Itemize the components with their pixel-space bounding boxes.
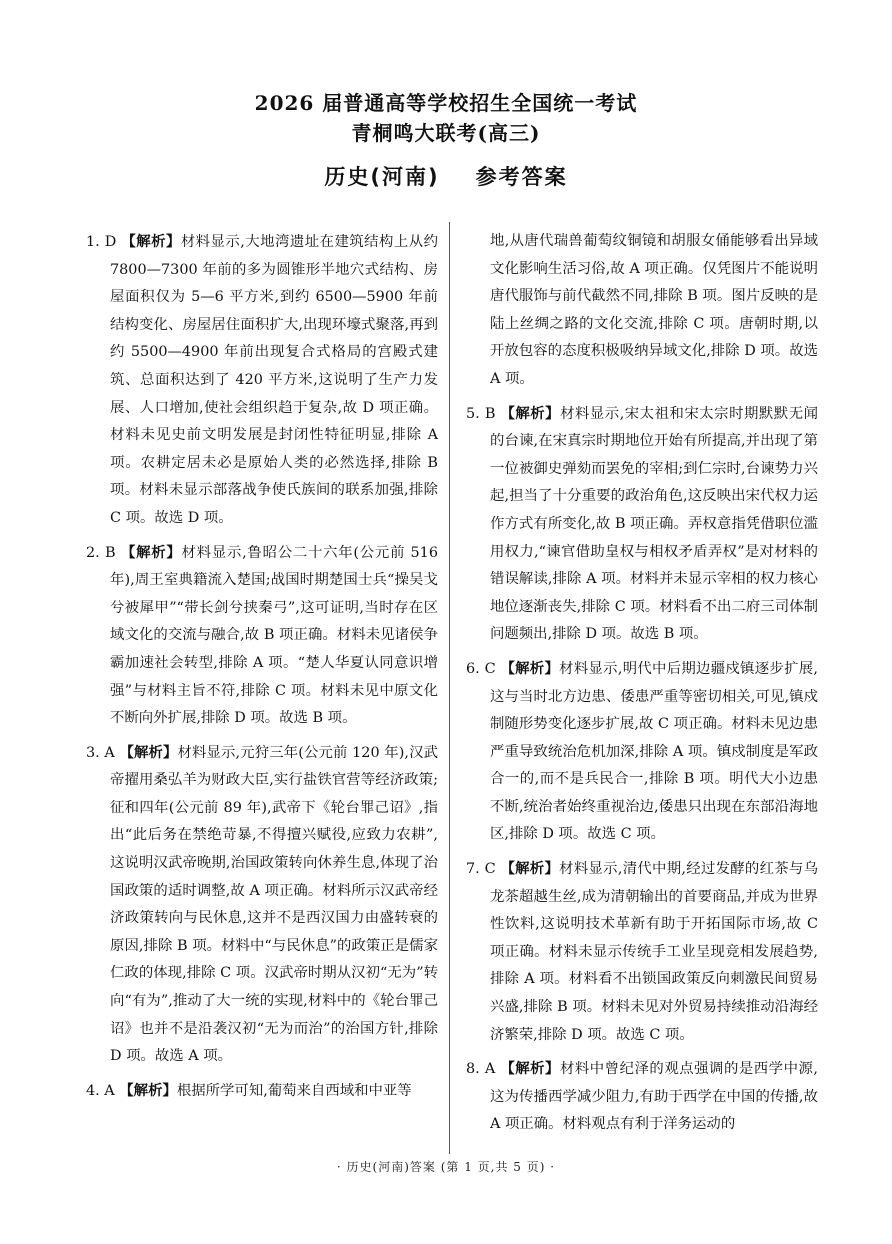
answer-item-3: [86, 739, 438, 1071]
answer-item-7: [466, 855, 818, 1049]
answer-number: 8. A: [466, 1061, 496, 1078]
answer-text: 材料中曾纪泽的观点强调的是西学中源,这为传播西学减少阻力,有助于西学在中国的传播,故 A 项正确。材料观点有利于洋务运动的: [490, 1061, 818, 1133]
answer-item-1: [86, 228, 438, 533]
answer-number: 3. A: [86, 744, 115, 761]
column-divider: [449, 222, 450, 1154]
answer-item-5: [466, 400, 818, 649]
answer-text: 材料显示,清代中期,经过发酵的红茶与乌龙茶超越生丝,成为清朝输出的首要商品,并成为世界性饮料,这说明技术革新有助于开拓国际市场,故 C 项正确。材料未显示传统手工业呈现竞相发展趋势,排除 A 项。材料看不出锁国政策反向刺激民间贸易兴盛,排除 B 项。材料未见对外贸易持续推动沿海经济繁荣,排除 D 项。故选 C 项。: [490, 861, 818, 1043]
answer-item-2: [86, 539, 438, 733]
analysis-tag: 【解析】: [119, 1081, 177, 1099]
answer-text: 材料显示,大地湾遗址在建筑结构上从约 7800—7300 年前的多为圆锥形半地穴式结构、房屋面积仅为 5—6 平方米,到约 6500—5900 年前结构变化、房屋居住面积扩大,出现环壕式聚落,再到约 5500—4900 年前出现复合式格局的宫殿式建筑、总面积达到了 420 平方米,这说明了生产力发展、人口增加,使社会组织趋于复杂,故 D 项正确。材料未见史前文明发展是封闭性特征明显,排除 A 项。农耕定居未必是原始人类的必然选择,排除 B 项。材料未显示部落战争使氏族间的联系加强,排除 C 项。故选 D 项。: [110, 234, 438, 526]
right-column: [466, 228, 818, 1145]
answer-number: 1. D: [86, 234, 117, 250]
answer-text: 根据所学可知,葡萄来自西域和中亚等: [176, 1082, 412, 1099]
answer-item-4-continued: 地,从唐代瑞兽葡萄纹铜镜和胡服女俑能够看出异域文化影响生活习俗,故 A 项正确。仅凭图片不能说明唐代服饰与前代截然不同,排除 B 项。图片反映的是陆上丝绸之路的文化交流,排除 C 项。唐朝时期,以开放包容的态度积极吸纳异域文化,排除 D 项。故选 A 项。: [490, 233, 818, 387]
subject-name: 历史(河南): [324, 165, 440, 189]
answer-number: 5. B: [466, 405, 496, 422]
answer-number: 7. C: [466, 861, 496, 878]
answer-item-4: [86, 1077, 438, 1106]
exam-subtitle: 青桐鸣大联考(高三): [351, 121, 541, 145]
answer-item-8: [466, 1055, 818, 1139]
answer-text: 材料显示,明代中后期边疆戍镇逐步扩展,这与当时北方边患、倭患严重等密切相关,可见,镇戍制随形势变化逐步扩展,故 C 项正确。材料未见边患严重导致统治危机加深,排除 A 项。镇戍制度是军政合一的,而不是兵民合一,排除 B 项。明代大小边患不断,统治者始终重视治边,倭患只出现在东部沿海地区,排除 D 项。故选 C 项。: [490, 660, 818, 843]
exam-title: 2026 届普通高等学校招生全国统一考试: [254, 91, 638, 115]
analysis-tag: 【解析】: [500, 659, 560, 677]
answer-label: 参考答案: [475, 165, 568, 189]
analysis-tag: 【解析】: [500, 860, 560, 878]
page-footer: · 历史(河南)答案 (第 1 页,共 5 页) ·: [336, 1160, 556, 1174]
analysis-tag: 【解析】: [119, 743, 178, 761]
answer-number: 2. B: [86, 544, 116, 561]
page-header: [0, 88, 892, 192]
answer-number: 6. C: [466, 660, 496, 677]
analysis-tag: 【解析】: [120, 543, 182, 561]
answer-text: 材料显示,鲁昭公二十六年(公元前 516 年),周王室典籍流入楚国;战国时期楚国士兵“操吴戈兮被犀甲”“带长剑兮挟秦弓”,这可证明,当时存在区域文化的交流与融合,故 B 项正确。材料未见诸侯争霸加速社会转型,排除 A 项。“楚人华夏认同意识增强”与材料主旨不符,排除 C 项。材料未见中原文化不断向外扩展,排除 D 项。故选 B 项。: [110, 544, 438, 727]
answer-text: 材料显示,元狩三年(公元前 120 年),汉武帝擢用桑弘羊为财政大臣,实行盐铁官营等经济政策;征和四年(公元前 89 年),武帝下《轮台罪己诏》,指出“此后务在禁绝苛暴,不得擅兴赋役,应致力农耕”,这说明汉武帝晚期,治国政策转向休养生息,体现了治国政策的适时调整,故 A 项正确。材料所示汉武帝经济政策转向与民休息,这并不是西汉国力由盛转衰的原因,排除 B 项。材料中“与民休息”的政策正是儒家仁政的体现,排除 C 项。汉武帝时期从汉初“无为”转向“有为”,推动了大一统的实现,材料中的《轮台罪己诏》也并不是沿袭汉初“无为而治”的治国方针,排除 D 项。故选 A 项。: [110, 744, 438, 1065]
answer-text: 材料显示,宋太祖和宋太宗时期默默无闻的台谏,在宋真宗时期地位开始有所提高,并出现了第一位被御史弹劾而罢免的宰相;到仁宗时,台谏势力兴起,担当了十分重要的政治角色,这反映出宋代权力运作方式有所变化,故 B 项正确。弄权意指凭借职位滥用权力,“谏官借助皇权与相权矛盾弄权”是对材料的错误解读,排除 A 项。材料并未显示宰相的权力核心地位逐渐丧失,排除 C 项。材料看不出二府三司体制问题频出,排除 D 项。故选 B 项。: [490, 405, 818, 643]
analysis-tag: 【解析】: [500, 404, 561, 422]
subject-heading: [0, 162, 892, 192]
answer-number: 4. A: [86, 1082, 115, 1099]
analysis-tag: 【解析】: [121, 233, 181, 250]
left-column: [86, 228, 438, 1111]
answer-item-6: [466, 655, 818, 849]
analysis-tag: 【解析】: [500, 1060, 560, 1078]
